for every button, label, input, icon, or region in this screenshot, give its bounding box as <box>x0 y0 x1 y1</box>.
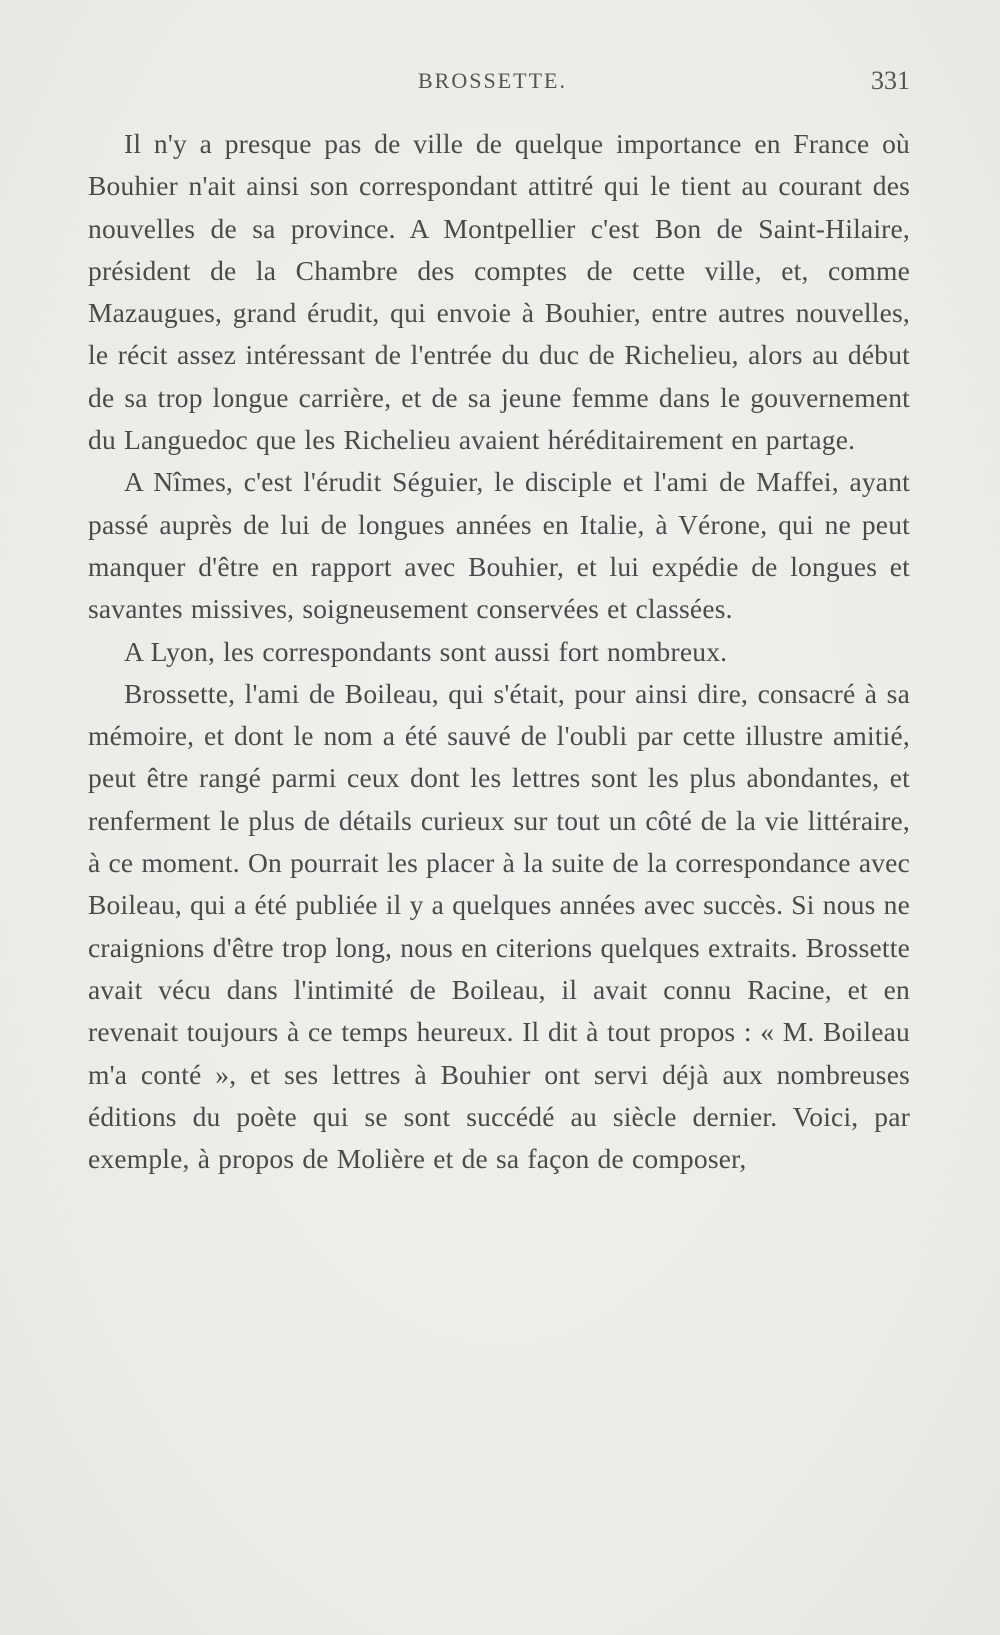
paragraph-brossette: Brossette, l'ami de Boileau, qui s'était, pour ainsi dire, consacré à sa mémoire, et dont le nom a été sauvé de l'oubli par cette illustre amitié, peut être rangé parmi ceux dont les lettres sont les plus abondantes, et renferment le plus de détails curieux sur tout un côté de la vie littéraire, à ce moment. On pourrait les placer à la suite de la correspondance avec Boileau, qui a été publiée il y a quelques années avec succès. Si nous ne craignions d'être trop long, nous en citerions quelques extraits. Brossette avait vécu dans l'intimité de Boileau, il avait connu Racine, et en revenait toujours à ce temps heureux. Il dit à tout propos : « M. Boileau m'a conté », et ses lettres à Bouhier ont servi déjà aux nombreuses éditions du poète qui se sont succédé au siècle dernier. Voici, par exemple, à propos de Molière et de sa façon de composer, <box>88 677 910 1175</box>
paragraph-montpellier: Il n'y a presque pas de ville de quelque importance en France où Bouhier n'ait ainsi son correspondant attitré qui le tient au courant des nouvelles de sa province. A Montpellier c'est Bon de Saint-Hilaire, président de la Chambre des comptes de cette ville, et, comme Mazaugues, grand érudit, qui envoie à Bouhier, entre autres nouvelles, le récit assez intéressant de l'entrée du duc de Richelieu, alors au début de sa trop longue carrière, et de sa jeune femme dans le gouvernement du Languedoc que les Richelieu avaient héréditairement en partage. <box>88 128 910 456</box>
paragraph-lyon: A Lyon, les correspondants sont aussi fort nombreux. <box>124 635 728 667</box>
paragraph-nimes: A Nîmes, c'est l'érudit Séguier, le disciple et l'ami de Maffei, ayant passé auprès de lui de longues années en Italie, à Vérone, qui ne peut manquer d'être en rapport avec Bouhier, et lui expédie de longues et savantes missives, soigneusement conservées et classées. <box>88 466 910 625</box>
page-header <box>88 68 910 104</box>
running-head: BROSSETTE. <box>418 68 567 93</box>
page-number: 331 <box>871 66 910 95</box>
body-text <box>88 123 910 1180</box>
